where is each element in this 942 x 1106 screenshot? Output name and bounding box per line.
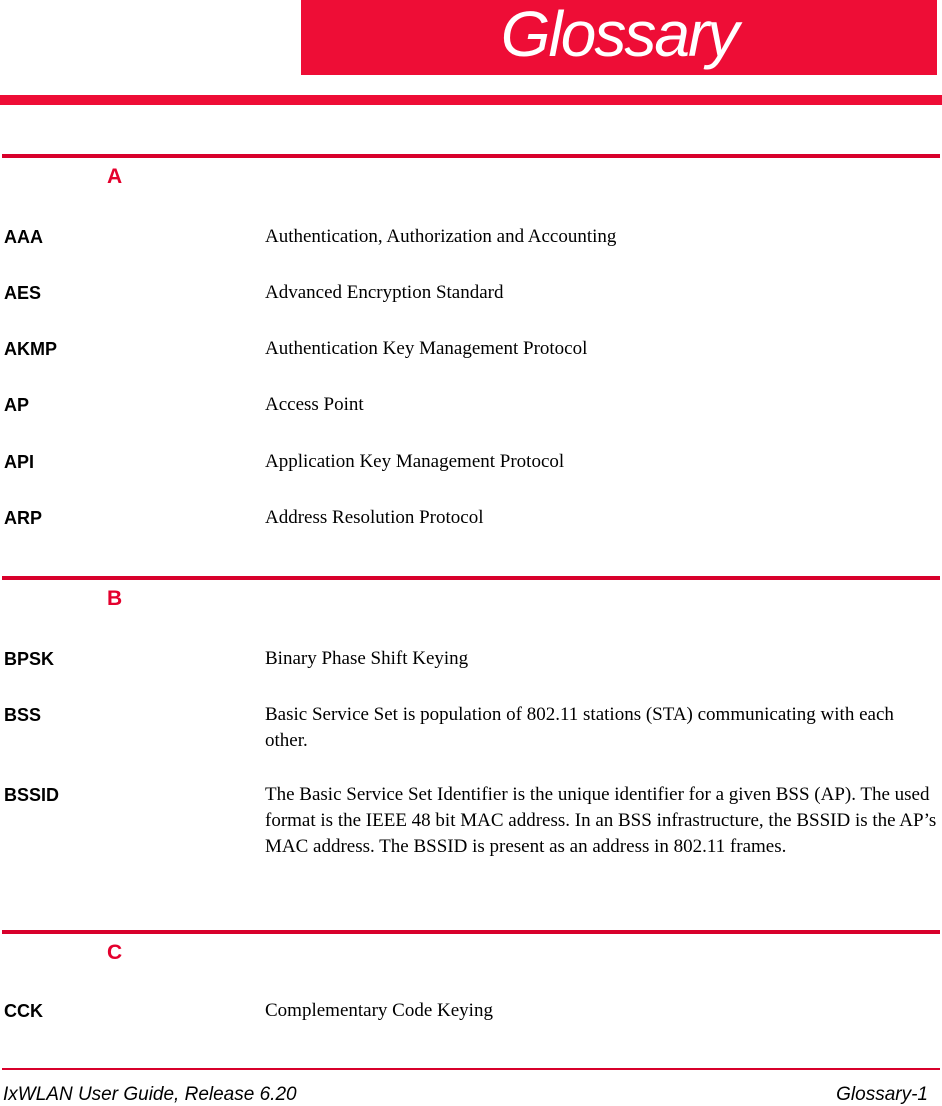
- glossary-definition: Basic Service Set is population of 802.11 stations (STA) communicating with each other.: [265, 704, 894, 751]
- glossary-definition: Access Point: [265, 394, 364, 415]
- glossary-term: BSS: [4, 705, 42, 725]
- glossary-term: AES: [4, 283, 42, 303]
- glossary-term: CCK: [4, 1001, 43, 1021]
- section-rule: [2, 576, 940, 580]
- section-rule: [2, 154, 940, 158]
- section-rule: [2, 930, 940, 934]
- glossary-term: ARP: [4, 508, 43, 528]
- glossary-term: API: [4, 452, 35, 472]
- footer-page-number: Glossary-1: [836, 1084, 928, 1105]
- title-banner: [301, 0, 937, 75]
- glossary-definition: Complementary Code Keying: [265, 1000, 493, 1021]
- section-letter: C: [107, 941, 123, 964]
- glossary-definition: Authentication, Authorization and Accounting: [265, 226, 617, 247]
- glossary-definition: Address Resolution Protocol: [265, 507, 484, 528]
- title-rule: [0, 95, 942, 105]
- glossary-term: AKMP: [4, 339, 57, 359]
- page-title: Glossary: [500, 0, 738, 70]
- glossary-term: BSSID: [4, 785, 60, 805]
- glossary-definition: Binary Phase Shift Keying: [265, 648, 469, 669]
- glossary-term: AAA: [4, 227, 43, 247]
- section-letter: B: [107, 587, 123, 610]
- footer-rule: [2, 1068, 940, 1070]
- section-letter: A: [107, 165, 123, 188]
- glossary-definition: Advanced Encryption Standard: [265, 282, 504, 303]
- glossary-term: BPSK: [4, 649, 55, 669]
- glossary-definition: Application Key Management Protocol: [265, 451, 565, 472]
- glossary-term: AP: [4, 395, 30, 415]
- glossary-definition: The Basic Service Set Identifier is the unique identifier for a given BSS (AP). The used format is the IEEE 48 bit MAC address. In an BSS infrastructure, the BSSID is the AP’s MAC address. The BSSID is present as an address in 802.11 frames.: [265, 784, 937, 857]
- glossary-definition: Authentication Key Management Protocol: [265, 338, 588, 359]
- footer-doc-title: IxWLAN User Guide, Release 6.20: [3, 1084, 297, 1105]
